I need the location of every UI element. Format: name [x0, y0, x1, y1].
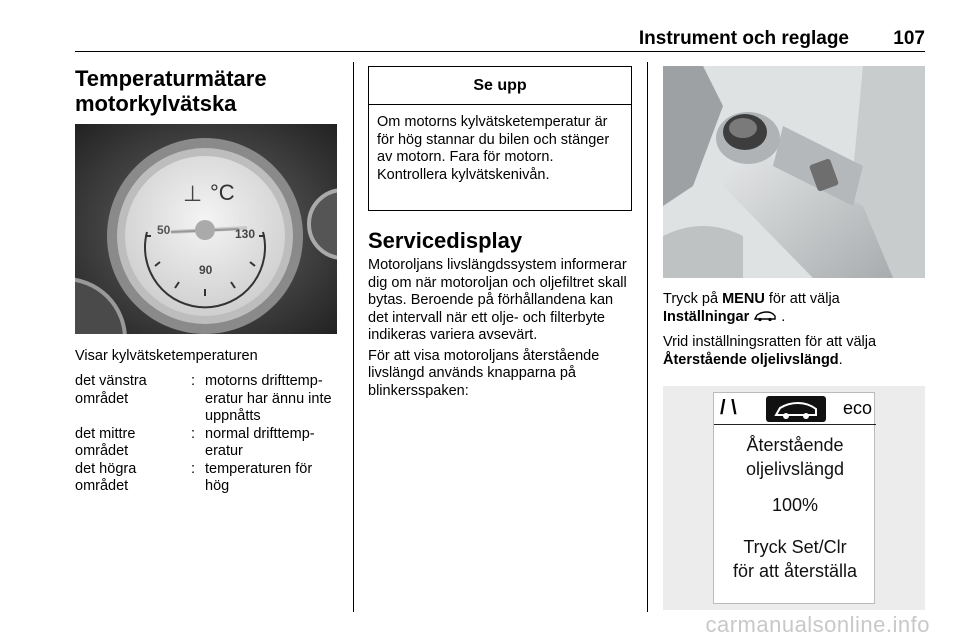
- gauge-illustration: [75, 124, 337, 334]
- definition-row: [75, 373, 339, 426]
- caution-title: Se upp: [369, 67, 631, 105]
- service-paragraph-2: För att visa motoroljans återstående livslängd används knapparna på blinkersspaken:: [368, 347, 600, 399]
- display-line-2: oljelivslängd: [745, 459, 845, 479]
- text-fragment: .: [781, 308, 786, 325]
- page-header: [75, 26, 925, 52]
- column-divider-2: [647, 62, 648, 612]
- service-paragraph-1: Motoroljans livslängdssystem informerar dig om när motoroljan och oljefiltret skall bytas. Beroende på förhållandena kan det intervall när ett olje- och filterbyte indikeras variera avsevärt.: [368, 257, 627, 343]
- service-section: [368, 222, 632, 400]
- column-divider-1: [353, 62, 354, 612]
- temperature-gauge-image: [75, 124, 337, 334]
- lane-icon: / \: [720, 397, 737, 419]
- caution-box: [368, 66, 632, 211]
- watermark: carmanualsonline.info: [705, 612, 930, 637]
- instruction-paragraph-1: [663, 291, 925, 326]
- display-percent: 100%: [771, 495, 819, 515]
- oil-life-display-image: [663, 386, 925, 610]
- page-number: 107: [893, 28, 925, 49]
- section-heading-temperature: Temperaturmätare motorkylvätska: [75, 66, 267, 116]
- display-icon-bar: [714, 393, 876, 425]
- car-settings-icon: [766, 396, 826, 422]
- definition-term: det högra området: [75, 460, 137, 494]
- text-fragment: för att välja: [764, 291, 840, 307]
- service-heading: Servicedisplay: [368, 228, 523, 253]
- definition-desc: motorns drifttemperatur har ännu inte uppnåtts: [205, 373, 332, 424]
- text-fragment: .: [838, 351, 843, 368]
- gauge-label-50: 50: [157, 223, 171, 237]
- instruction-text: [663, 291, 925, 377]
- definition-colon: :: [191, 425, 196, 442]
- definition-term: det vänstra området: [75, 373, 147, 407]
- turn-signal-stalk-image: [663, 66, 925, 278]
- gauge-caption: Visar kylvätsketemperaturen: [75, 348, 258, 364]
- stalk-illustration: [663, 66, 925, 278]
- definition-colon: :: [191, 373, 196, 389]
- menu-button-label: MENU: [722, 291, 765, 307]
- text-fragment: Tryck på: [663, 291, 723, 307]
- display-line-3: Tryck Set/Clr: [743, 537, 847, 557]
- eco-icon: eco: [842, 398, 872, 418]
- text-fragment: Vrid inställningsratten för att välja: [663, 334, 877, 350]
- definition-colon: :: [191, 460, 196, 477]
- definition-row: [75, 461, 339, 496]
- display-line-1: Återstående: [746, 435, 844, 455]
- thermometer-icon: ⊥: [183, 181, 203, 206]
- settings-label: Inställningar: [663, 308, 750, 325]
- definition-list: [75, 373, 339, 496]
- definition-row: [75, 426, 339, 461]
- gauge-label-130: 130: [235, 227, 256, 241]
- display-panel: [713, 392, 875, 604]
- header-title: Instrument och reglage: [638, 28, 849, 49]
- definition-desc: normal drifttemperatur: [205, 425, 315, 459]
- gauge-label-90: 90: [199, 263, 213, 277]
- remaining-oil-life-label: Återstående oljelivslängd: [663, 351, 839, 368]
- column-left: [75, 66, 339, 494]
- definition-desc: temperaturen för hög: [205, 460, 313, 494]
- car-icon: [753, 309, 781, 325]
- definition-term: det mittre området: [75, 425, 136, 459]
- display-line-4: för att återställa: [732, 561, 858, 581]
- caution-text: Om motorns kylvätsketemperatur är för hög stannar du bilen och stänger av motorn. Fara för motorn. Kontrollera kylvätskenivån.: [377, 114, 610, 183]
- gauge-unit-label: °C: [210, 180, 235, 205]
- instruction-paragraph-2: [663, 334, 925, 369]
